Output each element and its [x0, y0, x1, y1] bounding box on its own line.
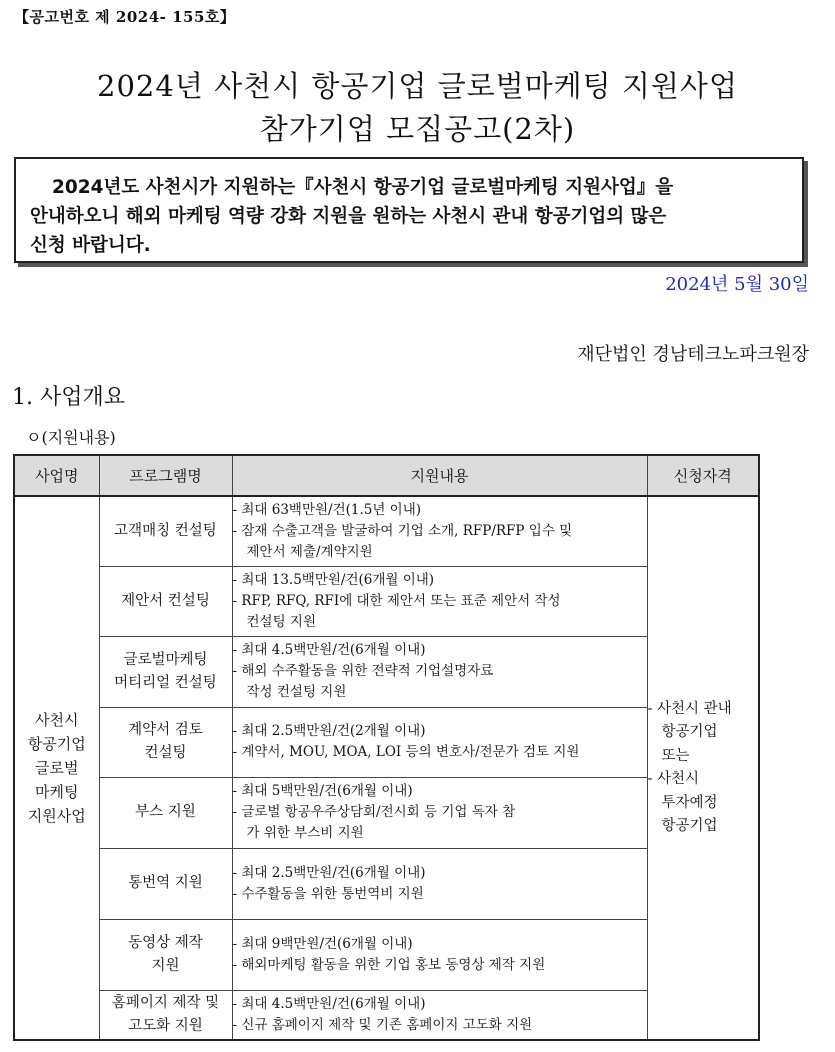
table-row [14, 496, 759, 566]
intro-box [14, 157, 804, 263]
page-subtitle: 참가기업 모집공고(2차) [259, 112, 576, 146]
announcement-date: 2024년 5월 30일 [665, 274, 809, 295]
content-line: - 수주활동을 위한 통번역비 지원 [232, 885, 424, 902]
business-name-line: 사천시 [35, 711, 79, 729]
content-cell [232, 848, 647, 919]
content-line: - 해외마케팅 활동을 위한 기업 홍보 동영상 제작 지원 [232, 956, 546, 973]
program-cell [99, 919, 232, 990]
content-line: - 최대 2.5백만원/건(6개월 이내) [232, 864, 426, 881]
program-name: 머티리얼 컨설팅 [114, 674, 217, 691]
program-name: 컨설팅 [144, 745, 187, 761]
header-business: 사업명 [14, 455, 99, 496]
business-name-line: 항공기업 [27, 735, 86, 753]
header-content: 지원내용 [232, 455, 647, 496]
content-line: - RFP, RFQ, RFI에 대한 제안서 또는 표준 제안서 작성 [232, 592, 561, 609]
header-qualification: 신청자격 [647, 455, 759, 496]
section-title: 1. 사업개요 [12, 385, 125, 410]
content-cell [232, 777, 647, 848]
content-line: - 최대 13.5백만원/건(6개월 이내) [232, 571, 435, 588]
program-cell [99, 566, 232, 636]
content-line: - 최대 9백만원/건(6개월 이내) [232, 935, 413, 952]
qualification-line: 항공기업 [661, 724, 718, 740]
intro-line: 2024년도 사천시가 지원하는『사천시 항공기업 글로벌마케팅 지원사업』을 [52, 177, 674, 198]
program-name: 지원 [151, 957, 180, 974]
subsection-title: ㅇ(지원내용) [26, 428, 116, 447]
content-line: - 글로벌 항공우주상담회/전시회 등 기업 독자 참 [232, 804, 516, 820]
header-program: 프로그램명 [99, 455, 232, 496]
program-name: 고도화 지원 [128, 1017, 203, 1034]
program-cell [99, 777, 232, 848]
program-cell [99, 707, 232, 777]
content-cell [232, 990, 647, 1040]
content-cell [232, 707, 647, 777]
content-line: - 계약서, MOU, MOA, LOI 등의 변호사/전문가 검토 지원 [232, 744, 580, 760]
content-line: - 신규 홈페이지 제작 및 기존 홈페이지 고도화 지원 [232, 1016, 533, 1033]
qualification-cell [647, 496, 759, 1040]
support-table [13, 454, 760, 1041]
content-cell [232, 919, 647, 990]
program-name: 부스 지원 [135, 804, 196, 820]
program-cell [99, 990, 232, 1040]
notice-number: 【공고번호 제 2024- 155호】 [14, 8, 236, 26]
content-line: 제안서 제출/계약지원 [246, 543, 373, 560]
table-header-row [14, 455, 759, 496]
program-name: 홈페이지 제작 및 [111, 994, 220, 1011]
content-line: - 최대 5백만원/건(6개월 이내) [232, 783, 413, 799]
qualification-line: 또는 [661, 747, 690, 764]
content-line: - 최대 4.5백만원/건(6개월 이내) [232, 642, 426, 658]
program-cell [99, 496, 232, 566]
program-name: 글로벌마케팅 [123, 651, 208, 668]
content-cell [232, 566, 647, 636]
content-line: 컨설팅 지원 [246, 613, 316, 630]
qualification-line: 항공기업 [661, 818, 718, 834]
program-name: 계약서 검토 [128, 722, 203, 738]
program-name: 통번역 지원 [128, 875, 203, 891]
qualification-line: - 사천시 관내 [647, 700, 732, 717]
business-name-line: 마케팅 [35, 783, 79, 801]
program-cell [99, 848, 232, 919]
content-line: - 해외 수주활동을 위한 전략적 기업설명자료 [232, 663, 494, 679]
content-line: - 최대 4.5백만원/건(6개월 이내) [232, 995, 426, 1012]
content-line: - 최대 2.5백만원/건(2개월 이내) [232, 723, 426, 739]
content-line: 가 위한 부스비 지원 [246, 825, 364, 841]
content-line: - 잠재 수출고객을 발굴하여 기업 소개, RFP/RFP 입수 및 [232, 522, 573, 539]
intro-line: 안내하오니 해외 마케팅 역량 강화 지원을 원하는 사천시 관내 항공기업의 많은 [30, 206, 667, 227]
program-name: 동영상 제작 [128, 934, 203, 951]
organization-name: 재단법인 경남테크노파크원장 [577, 344, 809, 365]
content-cell [232, 496, 647, 566]
program-name: 제안서 컨설팅 [121, 592, 210, 609]
business-name-line: 지원사업 [27, 807, 86, 825]
program-cell [99, 636, 232, 707]
page-title: 2024년 사천시 항공기업 글로벌마케팅 지원사업 [97, 69, 738, 103]
qualification-line: 투자예정 [661, 794, 718, 811]
content-cell [232, 636, 647, 707]
qualification-line: - 사천시 [647, 771, 700, 787]
intro-line: 신청 바랍니다. [30, 235, 151, 256]
program-name: 고객매칭 컨설팅 [114, 522, 217, 539]
content-line: 작성 컨설팅 지원 [246, 684, 347, 700]
business-name-cell [14, 496, 99, 1040]
content-line: - 최대 63백만원/건(1.5년 이내) [232, 501, 422, 518]
business-name-line: 글로벌 [35, 759, 79, 777]
